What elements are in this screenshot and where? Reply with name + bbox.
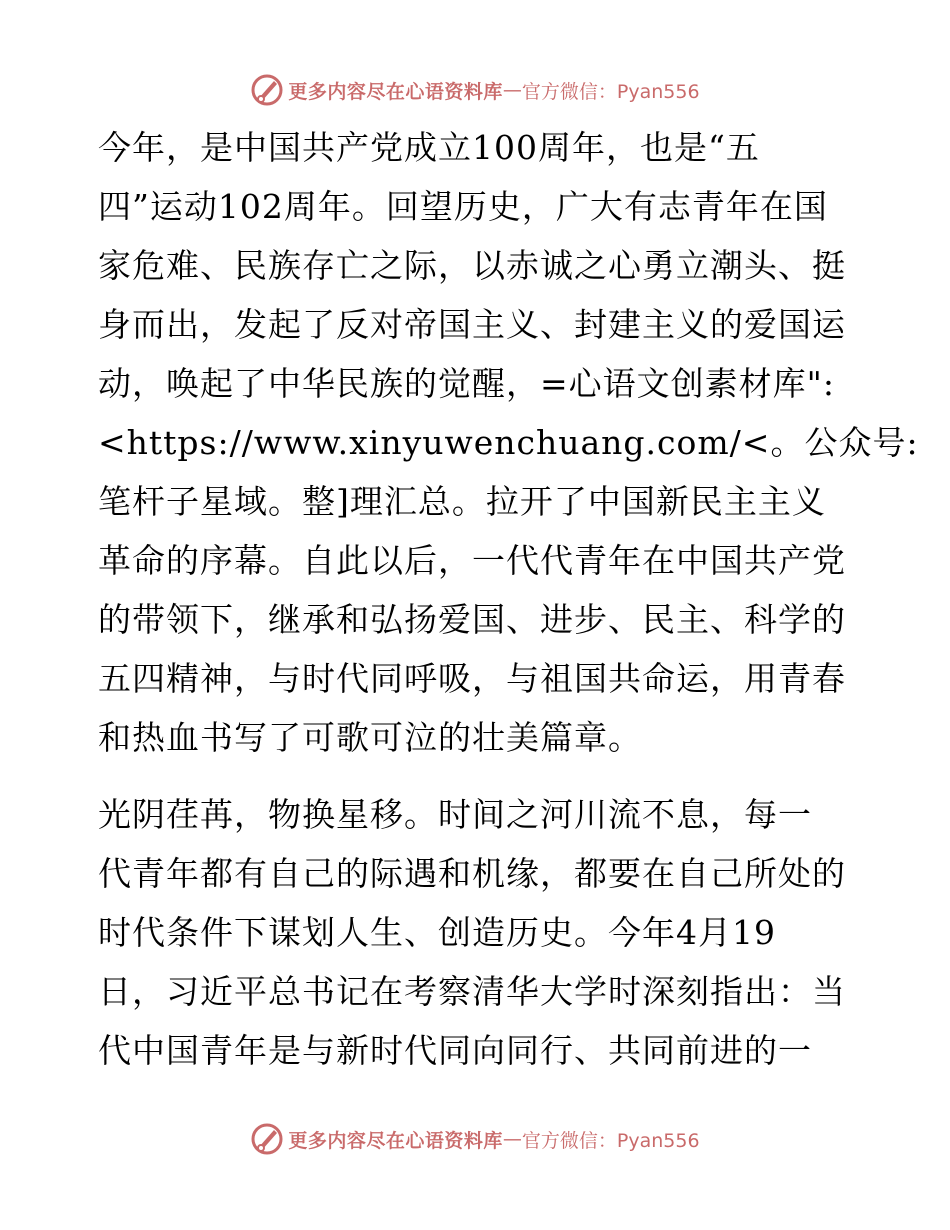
- header-banner: [0, 70, 950, 110]
- brand-logo-icon: [250, 73, 284, 107]
- text-line: 动，唤起了中华民族的觉醒，=心语文创素材库":: [98, 364, 835, 403]
- text-line: 身而出，发起了反对帝国主义、封建主义的爱国运: [98, 305, 846, 344]
- banner-separator: —: [502, 1128, 522, 1150]
- text-line: 家危难、民族存亡之际，以赤诚之心勇立潮头、挺: [98, 246, 846, 285]
- banner-promo-text: 更多内容尽在心语资料库: [288, 80, 503, 103]
- text-line: 代青年都有自己的际遇和机缘，都要在自己所处的: [98, 854, 846, 893]
- text-line: 五四精神，与时代同呼吸，与祖国共命运，用青春: [98, 659, 846, 698]
- text-line: 日，习近平总书记在考察清华大学时深刻指出：当: [98, 972, 846, 1011]
- text-line: 和热血书写了可歌可泣的壮美篇章。: [98, 718, 642, 757]
- document-body: [98, 118, 919, 1080]
- brand-logo-icon: [250, 1122, 284, 1156]
- text-line: 光阴荏苒，物换星移。时间之河川流不息，每一: [98, 795, 812, 834]
- paragraph-2: [98, 785, 858, 1080]
- banner-promo-text: 更多内容尽在心语资料库: [288, 1129, 503, 1152]
- text-line: 笔杆子星域。整]理汇总。拉开了中国新民主主义: [98, 482, 826, 521]
- text-line: <https://www.xinyuwenchuang.com/<。公众号:: [98, 423, 919, 462]
- banner-wechat-id: 官方微信：Pyan556: [521, 80, 700, 103]
- text-line: 时代条件下谋划人生、创造历史。今年4月19: [98, 913, 776, 952]
- paragraph-1: [98, 118, 919, 767]
- banner-wechat-id: 官方微信：Pyan556: [521, 1129, 700, 1152]
- banner-separator: —: [502, 79, 522, 101]
- footer-banner: [0, 1119, 950, 1159]
- text-line: 革命的序幕。自此以后，一代代青年在中国共产党: [98, 541, 846, 580]
- text-line: 今年，是中国共产党成立100周年，也是“五: [98, 128, 760, 167]
- text-line: 四”运动102周年。回望历史，广大有志青年在国: [98, 187, 828, 226]
- text-line: 的带领下，继承和弘扬爱国、进步、民主、科学的: [98, 600, 846, 639]
- text-line: 代中国青年是与新时代同向同行、共同前进的一: [98, 1031, 812, 1070]
